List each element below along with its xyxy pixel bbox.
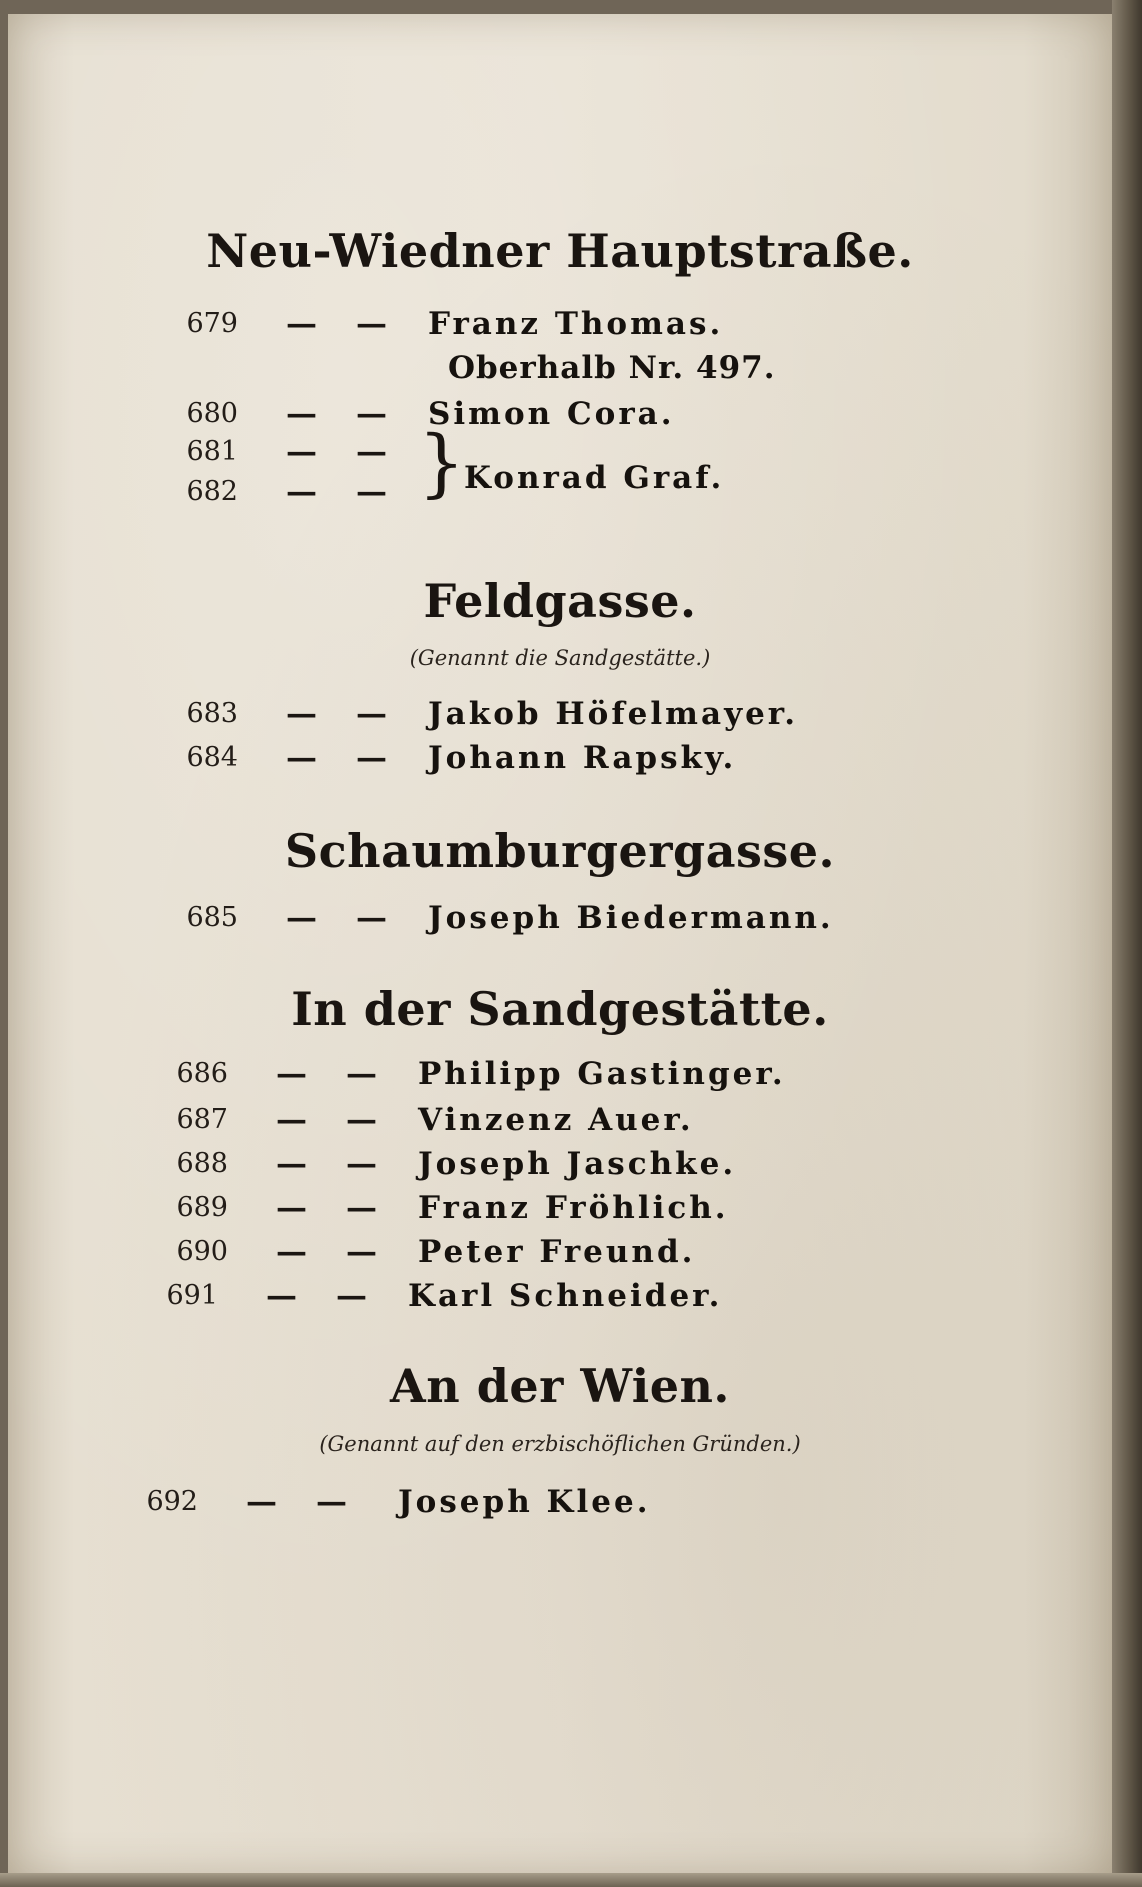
resident-name: Philipp Gastinger.: [418, 1056, 786, 1092]
resident-name: Jakob Höfelmayer.: [428, 696, 799, 732]
dash-mark: —: [356, 474, 387, 510]
section-heading-in-der-sandgestaette: In der Sandgestätte.: [291, 982, 829, 1036]
resident-name: Konrad Graf.: [464, 460, 725, 496]
dash-mark: —: [346, 1146, 377, 1182]
dash-mark: —: [276, 1102, 307, 1138]
dash-mark: —: [336, 1278, 367, 1314]
section-heading-schaumburgergasse: Schaumburgergasse.: [284, 824, 836, 878]
entry-row: [158, 898, 858, 938]
entry-row: [148, 1144, 848, 1184]
dash-mark: —: [286, 434, 317, 470]
house-number: 690: [176, 1236, 228, 1267]
resident-name: Vinzenz Auer.: [418, 1102, 694, 1138]
resident-name: Joseph Klee.: [398, 1484, 651, 1520]
house-number: 684: [186, 742, 238, 773]
house-number: 686: [176, 1058, 228, 1089]
house-number: 679: [186, 308, 238, 339]
book-page: [8, 14, 1112, 1874]
section-subtitle: (Genannt auf den erzbischöflichen Gründen.): [319, 1432, 801, 1456]
entry-row: [148, 1100, 848, 1140]
section-heading-neu-wiedner-hauptstrasse: Neu-Wiedner Hauptstraße.: [206, 224, 914, 278]
resident-name: Joseph Jaschke.: [418, 1146, 737, 1182]
resident-name: Franz Thomas.: [428, 306, 724, 342]
dash-mark: —: [356, 396, 387, 432]
house-number: 692: [146, 1486, 198, 1517]
entry-row: [138, 1276, 838, 1316]
dash-mark: —: [246, 1484, 277, 1520]
entry-row: [158, 738, 858, 778]
section-heading-an-der-wien: An der Wien.: [390, 1359, 730, 1413]
house-number: 685: [186, 902, 238, 933]
dash-mark: —: [346, 1190, 377, 1226]
dash-mark: —: [356, 696, 387, 732]
dash-mark: —: [286, 740, 317, 776]
dash-mark: —: [346, 1234, 377, 1270]
page-bottom-edge: [0, 1873, 1142, 1887]
entry-row: [158, 304, 858, 344]
house-number: 687: [176, 1104, 228, 1135]
house-number: 683: [186, 698, 238, 729]
dash-mark: —: [276, 1146, 307, 1182]
dash-mark: —: [286, 396, 317, 432]
dash-mark: —: [266, 1278, 297, 1314]
resident-name: Peter Freund.: [418, 1234, 696, 1270]
book-spine: [1112, 0, 1142, 1887]
dash-mark: —: [356, 434, 387, 470]
entry-row: [118, 1482, 818, 1522]
resident-name: Franz Fröhlich.: [418, 1190, 729, 1226]
house-number: 688: [176, 1148, 228, 1179]
entry-row: [148, 1188, 848, 1228]
dash-mark: —: [356, 740, 387, 776]
house-number: 691: [166, 1280, 218, 1311]
resident-name: Johann Rapsky.: [428, 740, 737, 776]
dash-mark: —: [356, 306, 387, 342]
dash-mark: —: [276, 1190, 307, 1226]
entry-row: [158, 694, 858, 734]
dash-mark: —: [286, 696, 317, 732]
dash-mark: —: [346, 1102, 377, 1138]
dash-mark: —: [356, 900, 387, 936]
section-heading-feldgasse: Feldgasse.: [423, 574, 697, 628]
resident-name: Joseph Biedermann.: [428, 900, 834, 936]
dash-mark: —: [276, 1056, 307, 1092]
dash-mark: —: [316, 1484, 347, 1520]
entry-row: [158, 394, 858, 434]
house-number: 682: [186, 476, 238, 507]
dash-mark: —: [286, 900, 317, 936]
house-number: 680: [186, 398, 238, 429]
dash-mark: —: [276, 1234, 307, 1270]
dash-mark: —: [346, 1056, 377, 1092]
entry-continuation: Oberhalb Nr. 497.: [448, 350, 776, 386]
house-number: 681: [186, 436, 238, 467]
house-number: 689: [176, 1192, 228, 1223]
entry-row: [148, 1054, 848, 1094]
entry-row: [148, 1232, 848, 1272]
dash-mark: —: [286, 474, 317, 510]
brace-mark: }: [418, 420, 466, 506]
resident-name: Simon Cora.: [428, 396, 675, 432]
section-subtitle: (Genannt die Sandgestätte.): [409, 646, 711, 670]
dash-mark: —: [286, 306, 317, 342]
resident-name: Karl Schneider.: [408, 1278, 723, 1314]
